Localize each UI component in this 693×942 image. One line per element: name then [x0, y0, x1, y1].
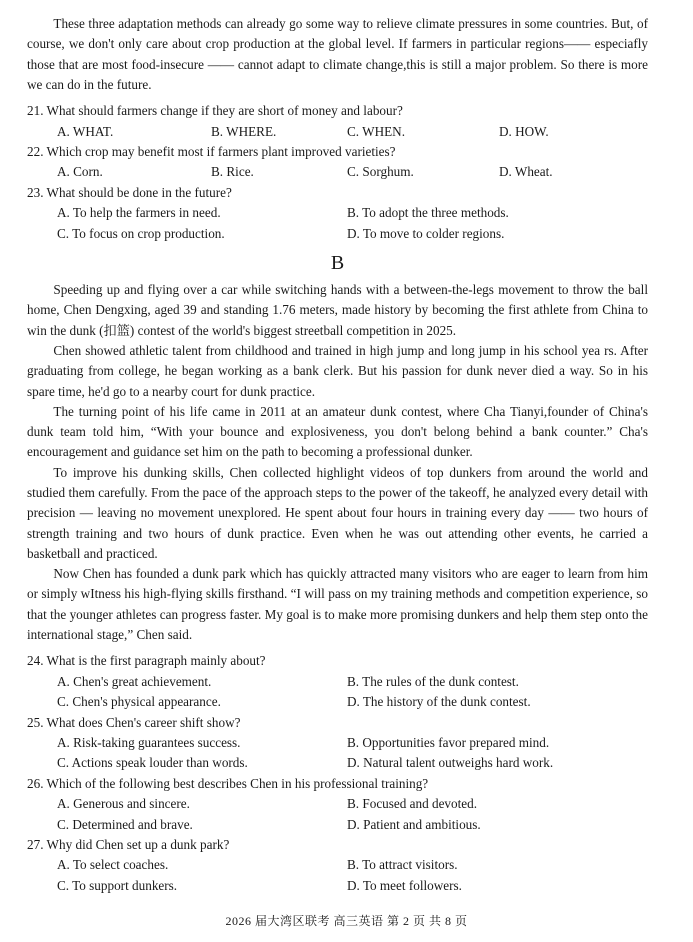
option: A. Corn. — [57, 164, 103, 180]
option: A. To select coaches. — [57, 857, 169, 873]
option: C. To support dunkers. — [57, 877, 178, 893]
option: B. The rules of the dunk contest. — [347, 673, 519, 689]
question-26-options-row2 — [27, 815, 648, 835]
question-24-options-row1 — [27, 672, 648, 692]
question-27-options-row1 — [27, 855, 648, 875]
page-footer: 2026 届大湾区联考 高三英语 第 2 页 共 8 页 — [225, 914, 468, 928]
option: D. To meet followers. — [347, 877, 462, 893]
question-21-options — [27, 122, 648, 142]
option: C. Chen's physical appearance. — [57, 694, 221, 710]
option: A. Chen's great achievement. — [57, 673, 212, 689]
section-b-title: B — [330, 252, 345, 275]
option: B. Rice. — [211, 164, 254, 180]
option: A. Risk-taking guarantees success. — [57, 735, 241, 750]
question-24-options-row2 — [27, 692, 648, 712]
question-25-options-row2 — [27, 753, 648, 773]
option: D. To move to colder regions. — [347, 225, 505, 241]
option: B. Focused and devoted. — [347, 796, 478, 812]
option: B. WHERE. — [211, 123, 277, 139]
passage-b-paragraph-2: Chen showed athletic talent from childhood and trained in high jump and long jump in his school yea rs. After graduating from college, he began working as a bank clerk. But his passion for dunk never died a way. So in his spare time, he'd go to a nearby court for dunk practice. — [27, 342, 648, 399]
passage-b-paragraph-3: The turning point of his life came in 2011 at an amateur dunk contest, where Cha Tianyi,founder of China's dunk team told him, “With your bounce and explosiveness, you don't belong behind a bank counter.” Cha's encouragement and guidance set him on the path to becoming a professional dunker. — [27, 403, 648, 460]
exam-page — [27, 14, 648, 896]
passage-b-paragraph-1: Speeding up and flying over a car while switching hands with a between-the-legs movement to throw the ball home, Chen Dengxing, aged 39 and standing 1.76 meters, made history by becoming the first athlete from China to win the dunk (扣篮) contest of the world's biggest streetball competition in 2025. — [27, 282, 648, 338]
option: D. HOW. — [499, 123, 549, 139]
option: C. Determined and brave. — [57, 816, 193, 832]
question-25-options-row1 — [27, 733, 648, 753]
question-27-stem: 27. Why did Chen set up a dunk park? — [27, 837, 230, 853]
passage-b-paragraph-4: To improve his dunking skills, Chen collected highlight videos of top dunkers from around the world and studied them carefully. From the pace of the approach steps to the power of the takeoff, he analyzed every detail with precision — leaving no movement unexplored. He spent about four hours in training every day —— two hours of strength training and two hours of dunk practice. Even when he was out attending other events, he carried a basketball and practiced. — [27, 464, 648, 561]
option: B. To adopt the three methods. — [347, 205, 509, 221]
option: C. To focus on crop production. — [57, 225, 225, 241]
question-26-stem: 26. Which of the following best describes Chen in his professional training? — [27, 775, 429, 791]
option: D. Wheat. — [499, 164, 553, 180]
question-26-options-row1 — [27, 794, 648, 814]
question-21-stem: 21. What should farmers change if they are short of money and labour? — [27, 103, 403, 119]
option: B. Opportunities favor prepared mind. — [347, 735, 550, 750]
option: D. The history of the dunk contest. — [347, 694, 531, 710]
option: B. To attract visitors. — [347, 857, 458, 873]
option: A. WHAT. — [57, 123, 114, 139]
option: A. To help the farmers in need. — [57, 205, 221, 221]
option: C. WHEN. — [347, 123, 405, 139]
question-27-options-row2 — [27, 876, 648, 896]
passage-b-paragraph-5: Now Chen has founded a dunk park which has quickly attracted many visitors who are eager to learn from him or simply wItness his high-flying skills firsthand. “I will pass on my training methods and competition experience, so that the younger athletes can progress faster. My goal is to make more promising dunkers and help them step onto the international stage,” Chen said. — [27, 566, 648, 643]
passage-a-final-paragraph: These three adaptation methods can already go some way to relieve climate pressures in some countries. But, of course, we don't only care about crop production at the global level. If farmers in particular regions—— especiafly those that are most food-insecure —— cannot adapt to climate change,this is still a major problem. So there is more we can do in the future. — [27, 16, 648, 92]
question-25-stem: 25. What does Chen's career shift show? — [27, 714, 241, 730]
option: A. Generous and sincere. — [57, 796, 190, 812]
question-23-options-row1 — [27, 203, 648, 223]
question-23-stem: 23. What should be done in the future? — [27, 184, 232, 200]
question-23-options-row2 — [27, 224, 648, 244]
question-22-stem: 22. Which crop may benefit most if farmers plant improved varieties? — [27, 144, 396, 159]
option: C. Sorghum. — [347, 164, 414, 180]
question-24-stem: 24. What is the first paragraph mainly about? — [27, 653, 266, 669]
question-22-options — [27, 162, 648, 182]
option: C. Actions speak louder than words. — [57, 755, 248, 771]
option: D. Natural talent outweighs hard work. — [347, 755, 554, 771]
option: D. Patient and ambitious. — [347, 816, 481, 832]
